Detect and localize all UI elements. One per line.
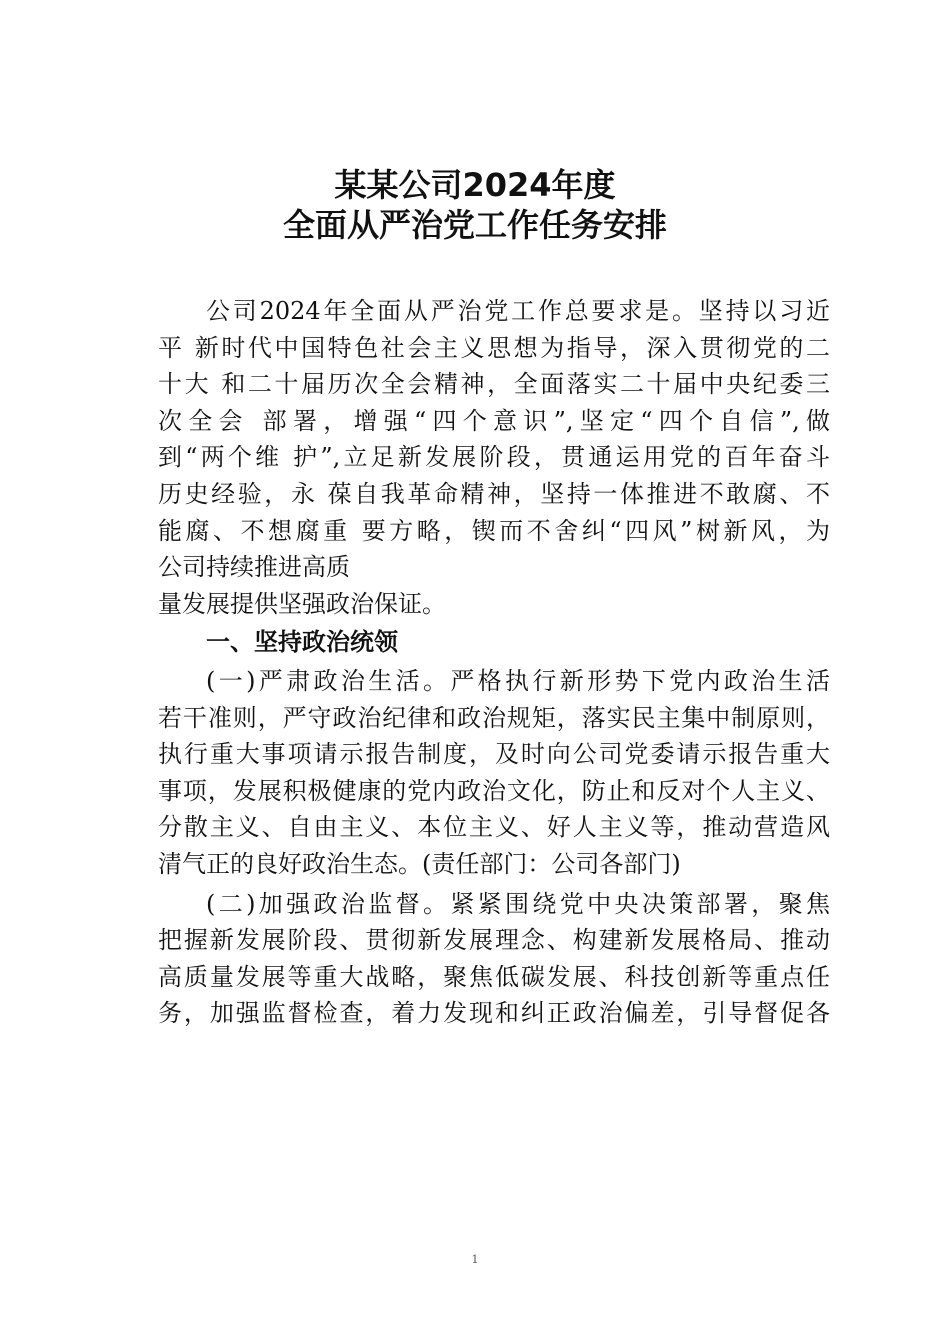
page-number: 1 xyxy=(471,1253,479,1266)
paragraph-line: 执行重大事项请示报告制度，及时向公司党委请示报告重大 xyxy=(158,740,830,769)
paragraph-line: 历史经验，永 葆自我革命精神，坚持一体推进不敢腐、不 xyxy=(158,479,830,508)
title-line-1: 某某公司2024年度 xyxy=(334,166,616,204)
paragraph-line: 清气正的良好政治生态。(责任部门：公司各部门) xyxy=(158,849,681,878)
paragraph-line: 若干准则，严守政治纪律和政治规矩，落实民主集中制原则， xyxy=(158,703,830,732)
paragraph-line: 务，加强监督检查，着力发现和纠正政治偏差，引导督促各 xyxy=(158,999,830,1028)
document-title xyxy=(0,165,950,245)
paragraph-line: 量发展提供坚强政治保证。 xyxy=(158,589,446,618)
paragraph-line: 事项，发展积极健康的党内政治文化，防止和反对个人主义、 xyxy=(158,776,830,805)
paragraph-line: 到“两个维 护”,立足新发展阶段，贯通运用党的百年奋斗 xyxy=(158,443,830,472)
paragraph-line: (二)加强政治监督。紧紧围绕党中央决策部署，聚焦 xyxy=(206,889,830,918)
intro-paragraph xyxy=(158,293,830,622)
paragraph-line: 次全会 部署，增强“四个意识”,坚定“四个自信”,做 xyxy=(158,406,830,435)
section-heading: 一、坚持政治统领 xyxy=(206,628,398,657)
item-paragraph-2 xyxy=(158,886,830,1032)
paragraph-line: 十大 和二十届历次全会精神，全面落实二十届中央纪委三 xyxy=(158,370,830,399)
paragraph-line: 公司2024年全面从严治党工作总要求是。坚持以习近 xyxy=(206,297,830,325)
paragraph-line: 平 新时代中国特色社会主义思想为指导，深入贯彻党的二 xyxy=(158,333,830,362)
paragraph-line: 公司持续推进高质 xyxy=(158,553,350,582)
paragraph-line: 能腐、不想腐重 要方略，锲而不舍纠“四风”树新风，为 xyxy=(158,516,830,545)
title-line-2: 全面从严治党工作任务安排 xyxy=(282,206,667,244)
document-body xyxy=(158,293,830,1032)
paragraph-line: 高质量发展等重大战略，聚焦低碳发展、科技创新等重点任 xyxy=(158,962,830,991)
item-paragraph-1 xyxy=(158,663,830,883)
paragraph-line: 分散主义、自由主义、本位主义、好人主义等，推动营造风 xyxy=(158,813,830,842)
paragraph-line: (一)严肃政治生活。严格执行新形势下党内政治生活 xyxy=(206,666,830,695)
paragraph-line: 把握新发展阶段、贯彻新发展理念、构建新发展格局、推动 xyxy=(158,926,830,955)
